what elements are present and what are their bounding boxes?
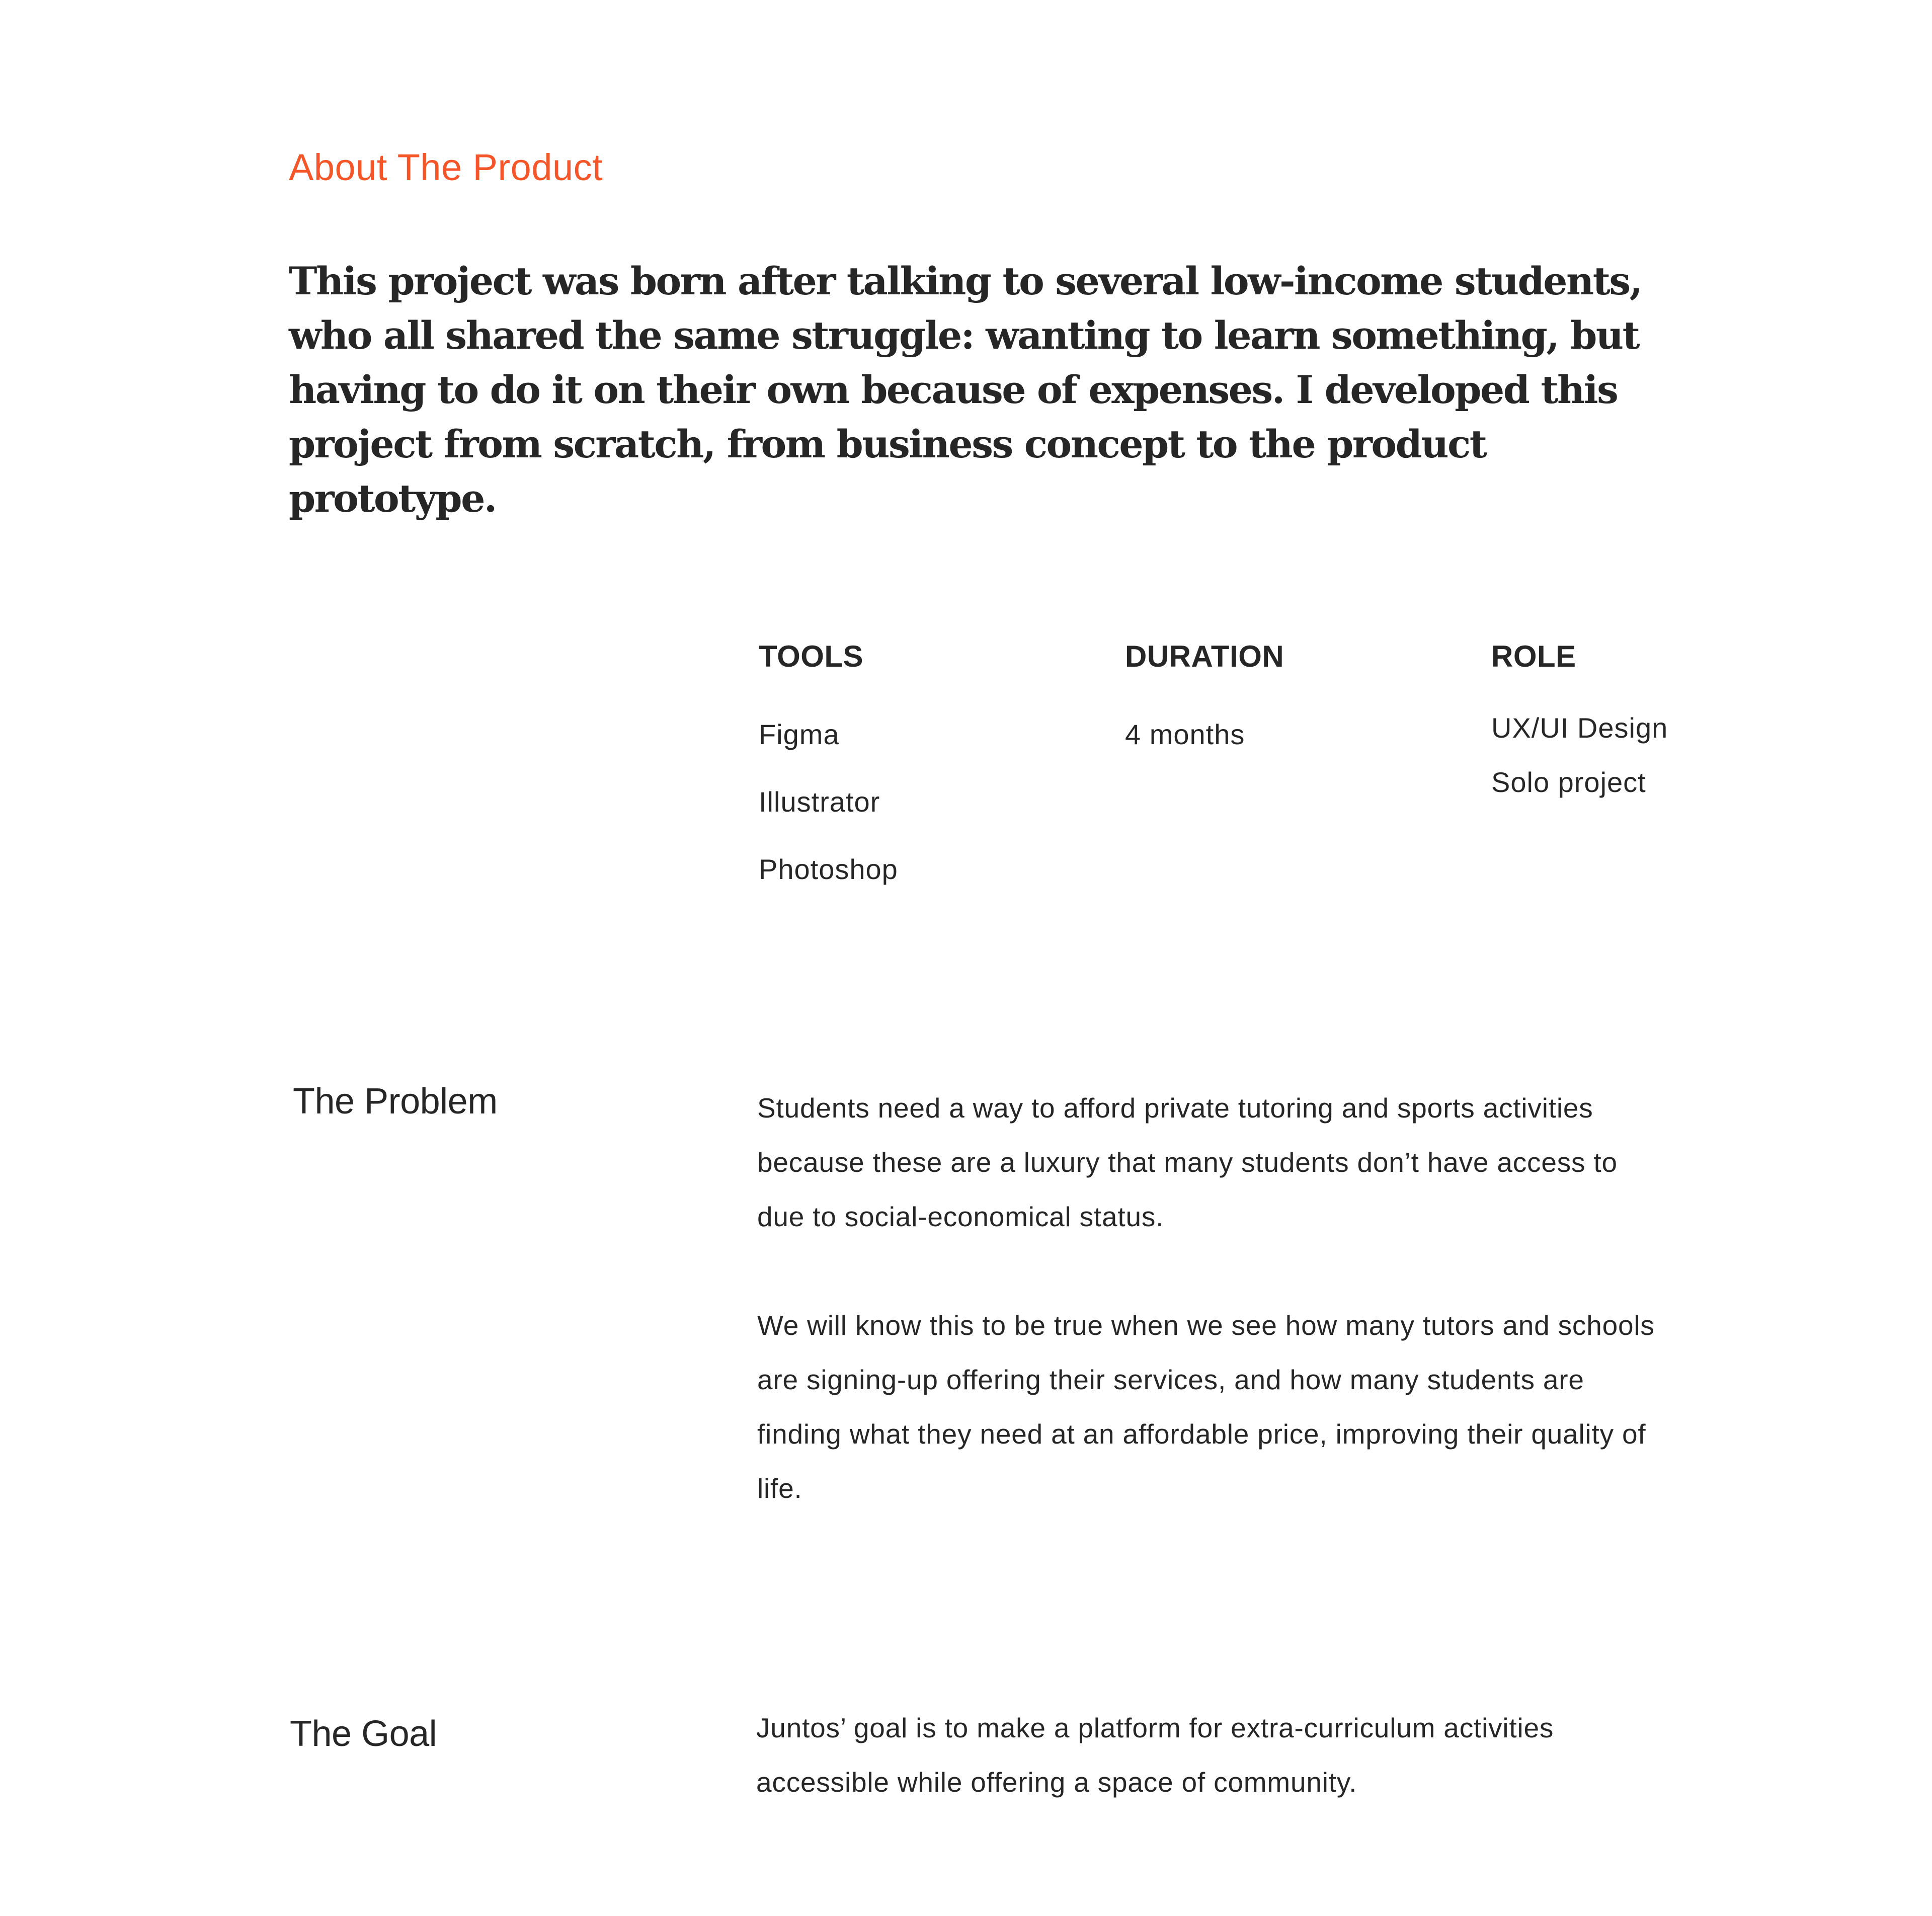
role-column (1491, 639, 1668, 810)
duration-column (1125, 639, 1284, 768)
tools-column (759, 639, 898, 903)
role-item: Solo project (1491, 766, 1646, 798)
problem-paragraph: We will know this to be true when we see how many tutors and schools are signing-up offering their services, and how many students are finding what they need at an affordable price, improving their quality of life. (757, 1310, 1655, 1504)
duration-list (1125, 701, 1284, 768)
tool-item: Figma (759, 718, 840, 750)
section-eyebrow: About The Product (289, 146, 603, 188)
role-list (1491, 701, 1668, 810)
problem-body (757, 1081, 1663, 1515)
tools-list (759, 701, 898, 903)
role-item: UX/UI Design (1491, 712, 1668, 744)
duration-value: 4 months (1125, 718, 1245, 750)
problem-paragraph: Students need a way to afford private tutoring and sports activities because these are a luxury that many students don’t have access to due to social-economical status. (757, 1092, 1618, 1232)
tools-heading: TOOLS (759, 640, 864, 673)
goal-body (756, 1701, 1662, 1809)
intro-paragraph: This project was born after talking to several low-income students, who all shared the same struggle: wanting to learn something, but having to do it on their own because of expenses. I developed this project from scratch, from business concept to the product prototype. (289, 259, 1642, 521)
goal-title: The Goal (290, 1714, 437, 1754)
problem-title: The Problem (293, 1081, 498, 1122)
duration-heading: DURATION (1125, 640, 1284, 673)
goal-paragraph: Juntos’ goal is to make a platform for extra-curriculum activities accessible while offering a space of community. (756, 1712, 1554, 1798)
role-heading: ROLE (1491, 640, 1576, 673)
tool-item: Photoshop (759, 853, 898, 885)
tool-item: Illustrator (759, 786, 880, 818)
